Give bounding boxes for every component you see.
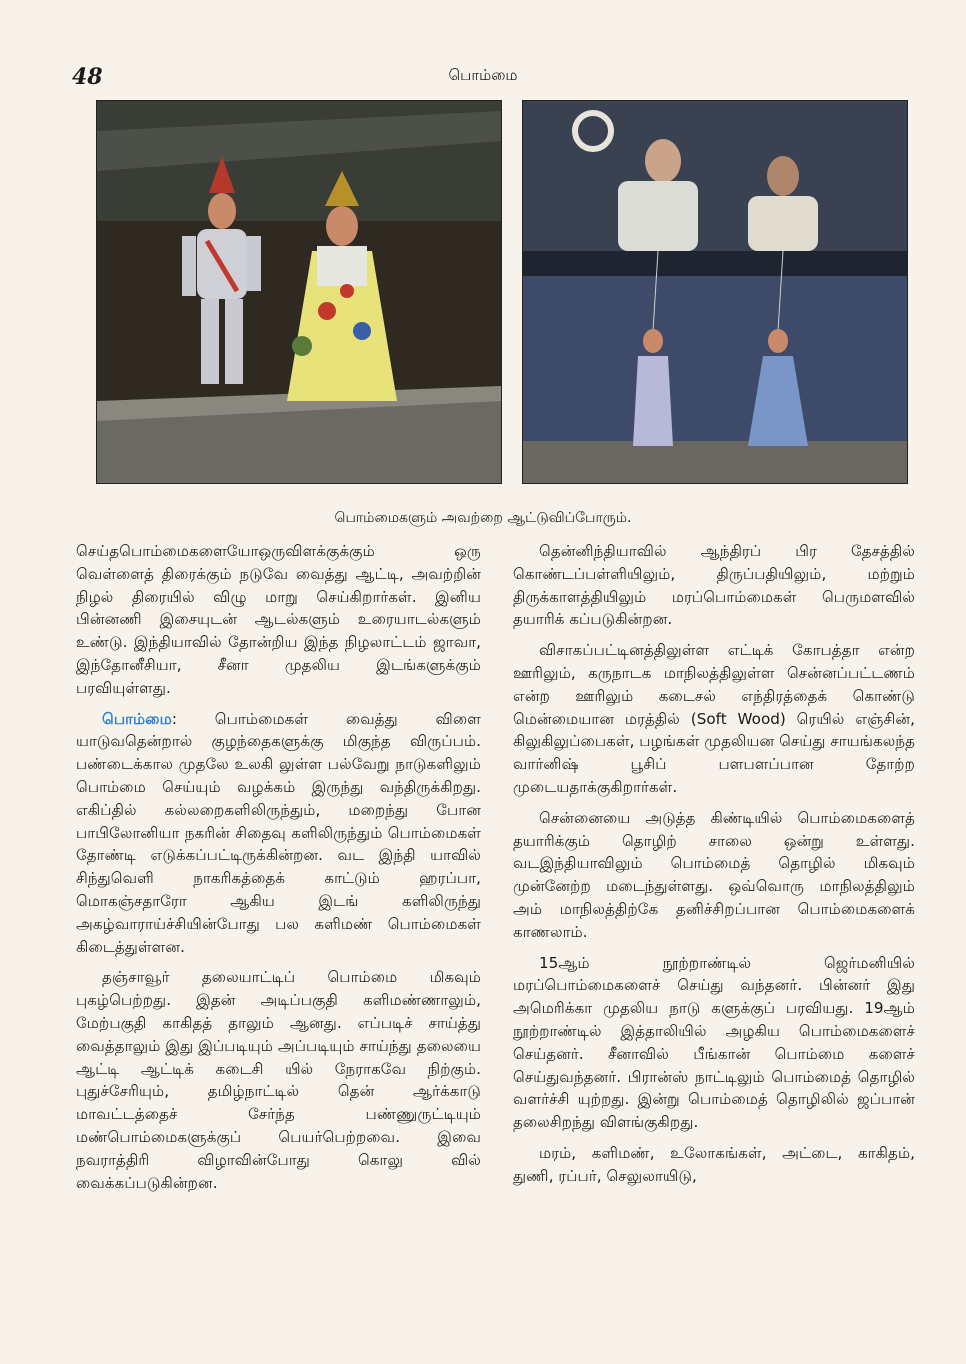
paragraph-shadow-puppetry: செய்தபொம்மைகளையோஒருவிளக்குக்கும் ஒரு வெள்ளைத் திரைக்கும் நடுவே வைத்து ஆட்டி, அவற்றின் நிழல் திரையில் விழு மாறு செய்கிறார்கள். இனிய பின்னணி இசையுடன் ஆடல்களும் உரையாடல்களும் உண்டு. இந்தியாவில் தோன்றிய இந்த நிழலாட்டம் ஜாவா, இந்தோனீசியா, சீனா முதலிய இடங்களுக்கும் பரவியுள்ளது. [76,542,481,697]
figure-caption: பொம்மைகளும் அவற்றை ஆட்டுவிப்போரும். [334,510,632,526]
right-column [513,540,915,1196]
paragraph-andhra-wooden-toys: தென்னிந்தியாவில் ஆந்திரப் பிர தேசத்தில் கொண்டப்பள்ளியிலும், திருப்பதியிலும், மற்றும் திருக்காளத்தியிலும் மரப்பொம்மைகள் பெருமளவில் தயாரிக் கப்படுகின்றன. [513,542,915,629]
running-head: பொம்மை [448,66,518,84]
paragraph-world-history: 15ஆம் நூற்றாண்டில் ஜெர்மனியில் மரப்பொம்மைகளைச் செய்து வந்தனர். பின்னர் இது அமெரிக்கா முதலிய நாடு களுக்குப் பரவியது. 19ஆம் நூற்றாண்டில் இத்தாலியில் அழகிய பொம்மைகளைச் செய்தனர். சீனாவில் பீங்கான் பொம்மை களைச் செய்துவந்தனர். பிரான்ஸ் நாட்டிலும் பொம்மைத் தொழில் வளர்ச்சி யுற்றது. இன்று பொம்மைத் தொழிலில் ஜப்பான் தலைசிறந்து விளங்குகிறது. [513,953,915,1132]
paragraph-thanjavur-doll: தஞ்சாவூர் தலையாட்டிப் பொம்மை மிகவும் புகழ்பெற்றது. இதன் அடிப்பகுதி களிமண்ணாலும், மேற்பகுதி காகிதத் தாலும் ஆனது. எப்படிச் சாய்த்து வைத்தாலும் இது இப்படியும் அப்படியும் சாய்ந்து தலையை ஆட்டி ஆட்டிக் கடைசி யில் நேராகவே நிற்கும். புதுச்சேரியும், தமிழ்நாட்டில் தென் ஆர்க்காடு மாவட்டத்தைச் சேர்ந்த பண்ணுருட்டியும் மண்பொம்மைகளுக்குப் பெயர்பெற்றவை. இவை நவராத்திரி விழாவின்போது கொலு வில் வைக்கப்படுகின்றன. [76,968,481,1192]
paragraph-toys-history [76,708,481,959]
page-number: 48 [72,64,103,90]
section-heading-toy: பொம்மை [102,709,172,728]
puppets-photo [96,100,502,484]
puppeteers-photo [522,100,908,484]
paragraph-guindy-factory: சென்னையை அடுத்த கிண்டியில் பொம்மைகளைத் தயாரிக்கும் தொழிற் சாலை ஒன்று உள்ளது. வடஇந்தியாவிலும் பொம்மைத் தொழில் மிகவும் முன்னேற்ற மடைந்துள்ளது. ஒவ்வொரு மாநிலத்திலும் அம் மாநிலத்திற்கே தனிச்சிறப்பான பொம்மைகளைக் காணலாம். [513,808,915,941]
paragraph-toys-history-text: : பொம்மைகள் வைத்து விளை யாடுவதென்றால் குழந்தைகளுக்கு மிகுந்த விருப்பம். பண்டைக்கால முதலே உலகி லுள்ள பல்வேறு நாடுகளிலும் பொம்மை செய்யும் வழக்கம் இருந்து வந்திருக்கிறது. எகிப்தில் கல்லறைகளிலிருந்தும், மறைந்து போன பாபிலோனியா நகரின் சிதைவு களிலிருந்தும் பொம்மைகள் தோண்டி எடுக்கப்பட்டிருக்கின்றன. வட இந்தி யாவில் சிந்துவெளி நாகரிகத்தைக் காட்டும் ஹரப்பா, மொகஞ்சதாரோ ஆகிய இடங் களிலிருந்து அகழ்வாராய்ச்சியின்போது பல களிமண் பொம்மைகள் கிடைத்துள்ளன. [76,709,481,956]
paragraph-lathe-toys: விசாகப்பட்டினத்திலுள்ள எட்டிக் கோபத்தா என்ற ஊரிலும், கருநாடக மாநிலத்திலுள்ள சென்னப்பட்டணம் என்ற ஊரிலும் கடைசல் எந்திரத்தைக் கொண்டு மென்மையான மரத்தில் (Soft Wood) ரெயில் எஞ்சின், கிலுகிலுப்பைகள், பழங்கள் முதலியன செய்து சாயங்கலந்த வார்னிஷ் பூசிப் பளபளப்பான தோற்ற முடையதாக்குகிறார்கள். [513,641,915,796]
left-column [76,540,481,1202]
paragraph-materials: மரம், களிமண், உலோகங்கள், அட்டை, காகிதம், துணி, ரப்பர், செலுலாயிடு, [513,1143,915,1185]
